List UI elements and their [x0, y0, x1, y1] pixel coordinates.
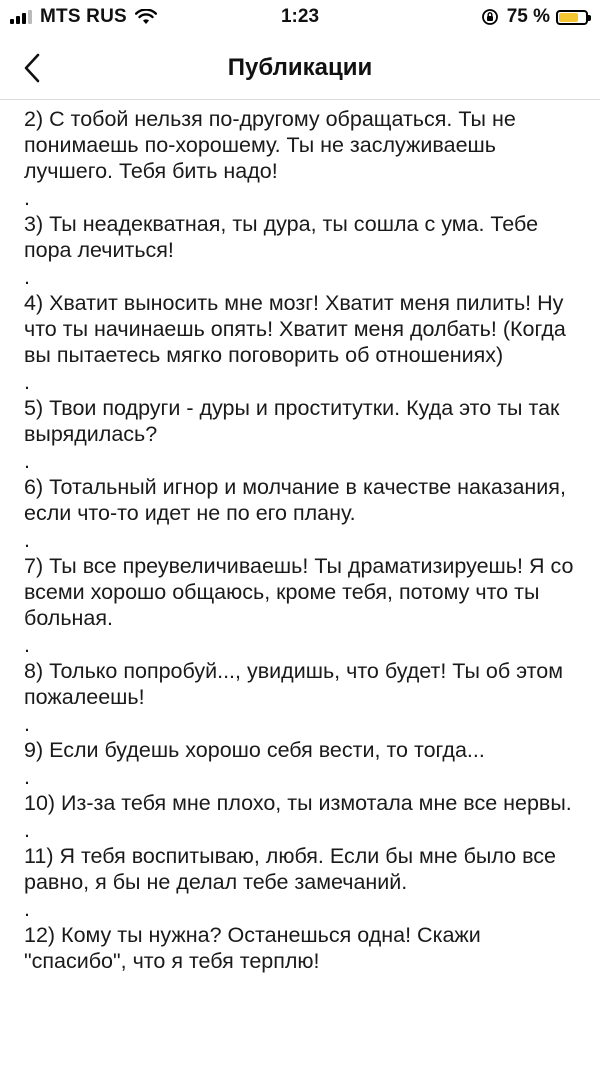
paragraph-separator: . — [24, 765, 30, 789]
carrier-name: MTS RUS — [40, 6, 127, 27]
battery-percent: 75 % — [506, 6, 550, 27]
post-paragraph: 4) Хватит выносить мне мозг! Хватит меня пилить! Ну что ты начинаешь опять! Хватит меня долбать! (Когда вы пытаетесь мягко поговорить об отношениях) — [24, 291, 566, 367]
battery-level-fill — [559, 13, 578, 22]
post-paragraph: 8) Только попробуй..., увидишь, что будет! Ты об этом пожалеешь! — [24, 659, 564, 709]
post-paragraph: 6) Тотальный игнор и молчание в качестве наказания, если что-то идет не по его плану. — [24, 475, 566, 525]
paragraph-separator: . — [24, 370, 30, 394]
paragraph-separator: . — [24, 528, 30, 552]
paragraph-separator: . — [24, 265, 30, 289]
post-paragraph: 5) Твои подруги - дуры и проститутки. Куда это ты так вырядилась? — [24, 396, 560, 446]
navigation-bar — [0, 36, 600, 100]
paragraph-separator: . — [24, 633, 30, 657]
status-bar-right — [481, 6, 588, 28]
post-paragraph: 11) Я тебя воспитываю, любя. Если бы мне было все равно, я бы не делал тебе замечаний. — [24, 844, 556, 894]
battery-icon — [556, 10, 588, 25]
post-paragraph: 2) С тобой нельзя по-другому обращаться. Ты не понимаешь по-хорошему. Ты не заслуживаешь лучшего. Тебя бить надо! — [24, 107, 516, 183]
paragraph-separator: . — [24, 186, 30, 210]
paragraph-separator: . — [24, 897, 30, 921]
paragraph-separator: . — [24, 818, 30, 842]
status-time: 1:23 — [280, 6, 320, 27]
post-paragraph: 10) Из-за тебя мне плохо, ты измотала мне все нервы. — [24, 791, 572, 815]
post-text — [0, 100, 600, 1066]
post-paragraph: 3) Ты неадекватная, ты дура, ты сошла с ума. Тебе пора лечиться! — [24, 212, 539, 262]
paragraph-separator: . — [24, 712, 30, 736]
post-paragraph: 12) Кому ты нужна? Останешься одна! Скажи "спасибо", что я тебя терплю! — [24, 923, 481, 973]
status-bar — [0, 0, 600, 36]
post-paragraph: 9) Если будешь хорошо себя вести, то тогда... — [24, 738, 485, 762]
post-paragraph: 7) Ты все преувеличиваешь! Ты драматизируешь! Я со всеми хорошо общаюсь, кроме тебя, потому что ты больная. — [24, 554, 574, 630]
page-title: Публикации — [227, 54, 373, 81]
orientation-lock-icon — [481, 8, 499, 26]
paragraph-separator: . — [24, 449, 30, 473]
